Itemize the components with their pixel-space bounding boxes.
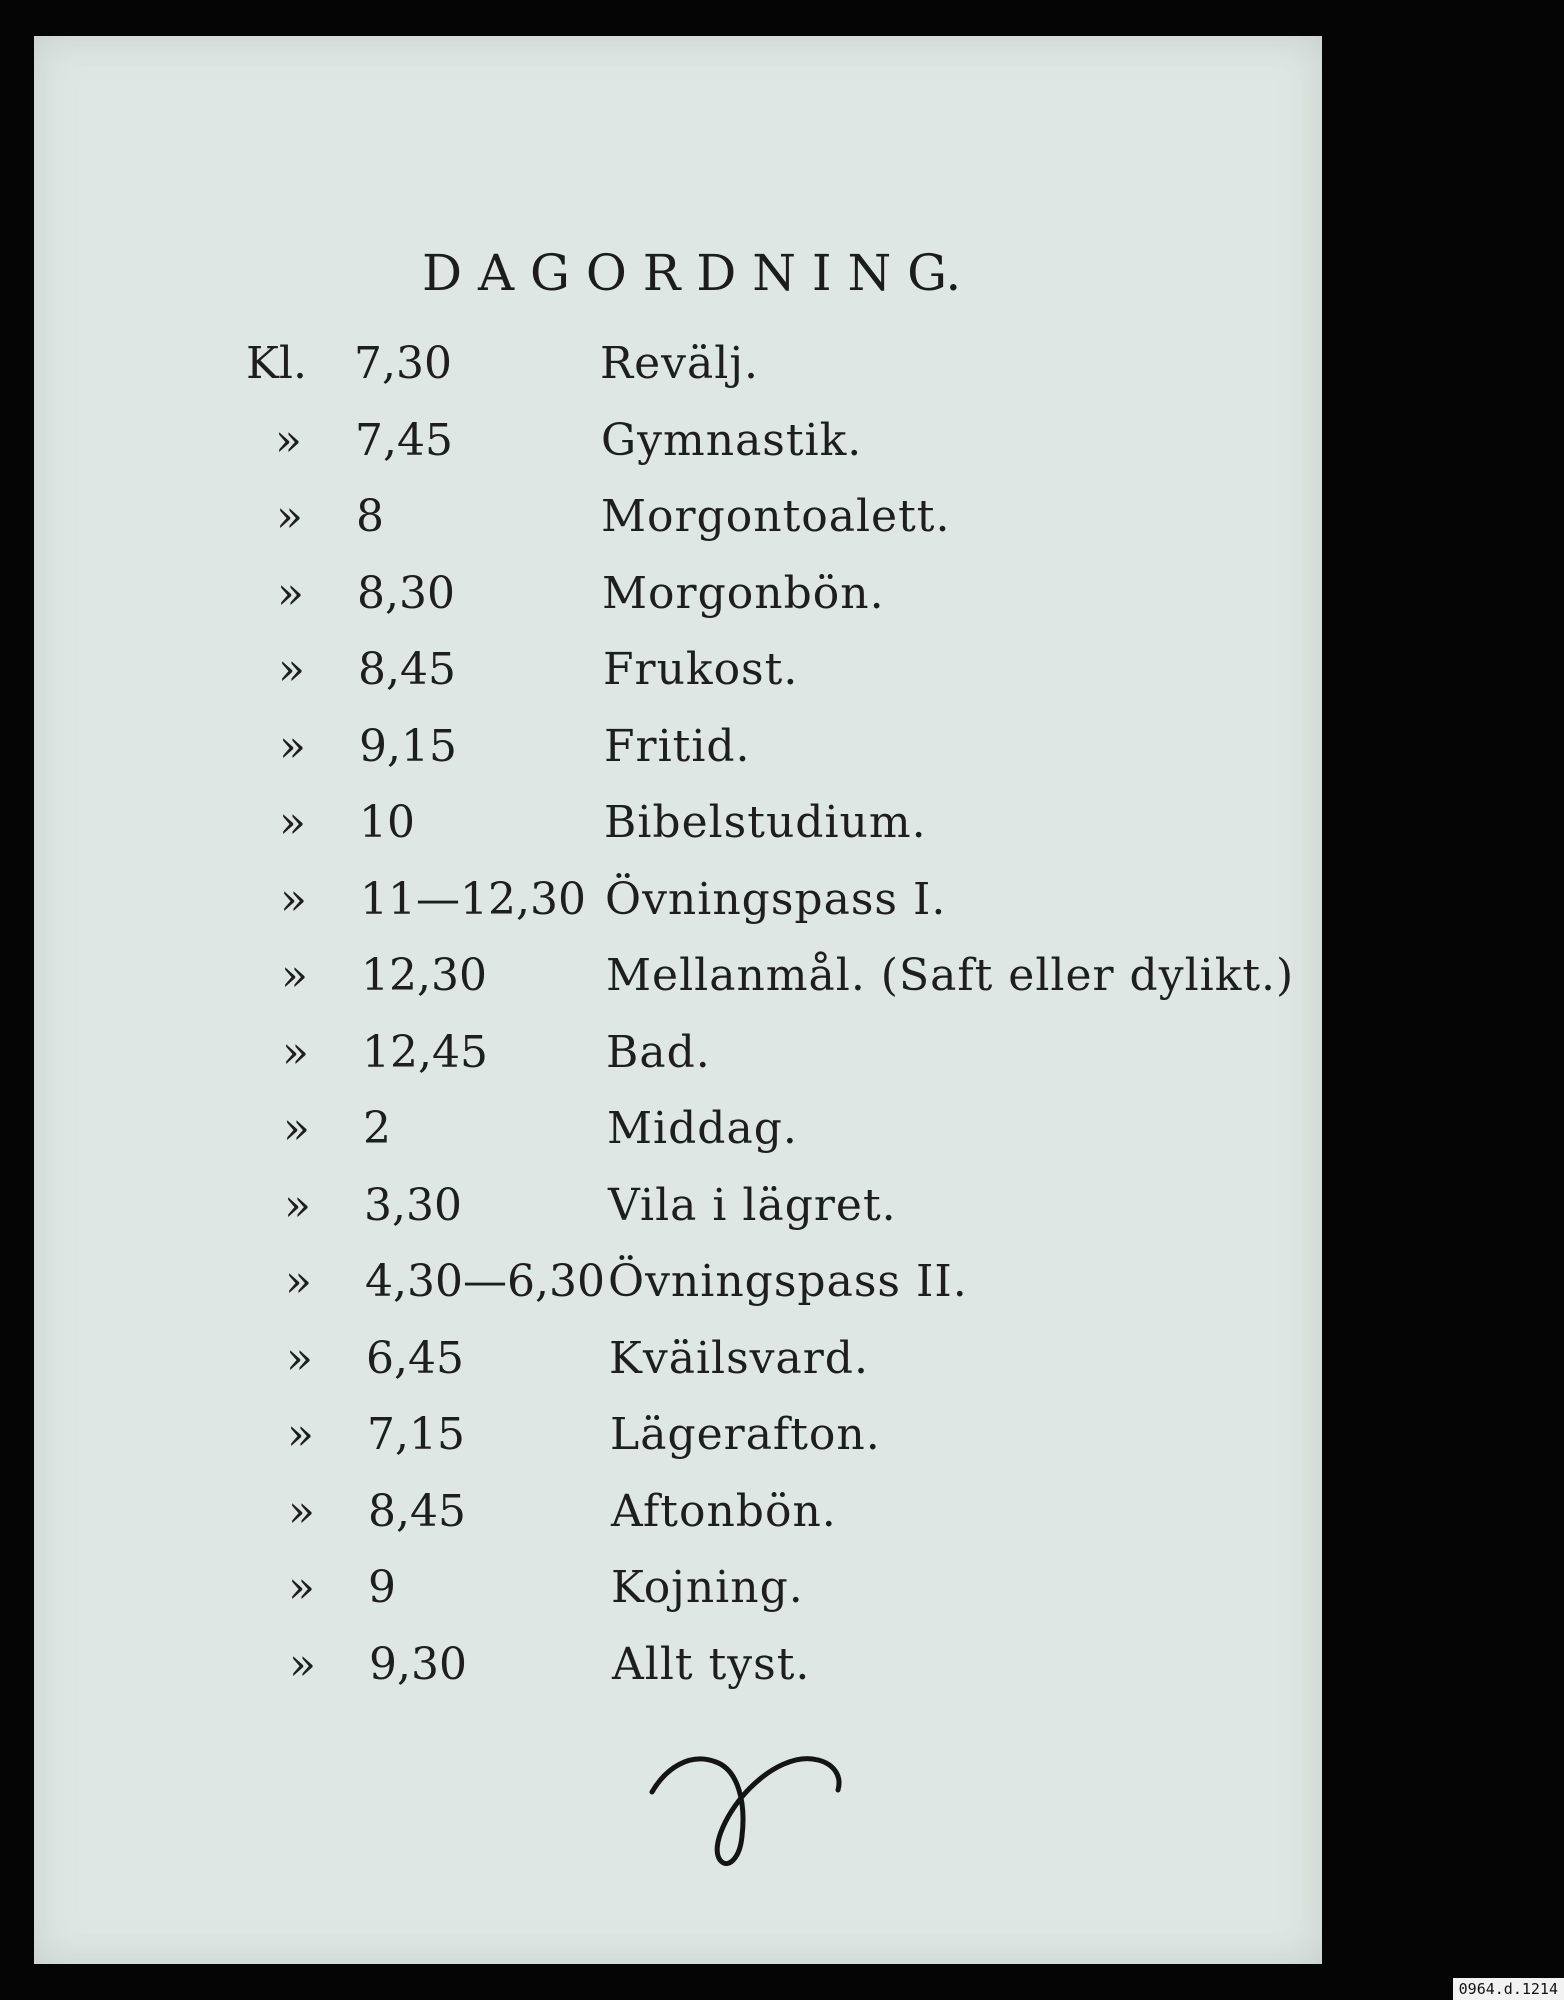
schedule-activity: Frukost. bbox=[603, 644, 799, 695]
schedule-prefix: » bbox=[289, 1638, 316, 1690]
schedule-prefix: » bbox=[275, 414, 302, 466]
schedule-prefix: » bbox=[277, 567, 304, 619]
schedule-activity: Bad. bbox=[606, 1026, 711, 1078]
schedule-time: 9,15 bbox=[359, 720, 457, 772]
schedule-activity: Fritid. bbox=[604, 720, 751, 772]
schedule-time: 9,30 bbox=[369, 1638, 467, 1690]
schedule-time: 6,45 bbox=[366, 1332, 464, 1384]
schedule-time: 7,30 bbox=[354, 338, 452, 389]
schedule-prefix: » bbox=[282, 1026, 309, 1078]
schedule-prefix: » bbox=[283, 1103, 310, 1154]
schedule-time: 8 bbox=[356, 491, 384, 542]
schedule-prefix: » bbox=[288, 1485, 315, 1537]
schedule-activity: Revälj. bbox=[600, 338, 759, 389]
schedule-activity: Aftonbön. bbox=[611, 1485, 837, 1537]
schedule-time: 7,45 bbox=[355, 414, 453, 466]
schedule-prefix: Kl. bbox=[246, 338, 307, 389]
schedule-activity: Allt tyst. bbox=[612, 1638, 811, 1690]
schedule-activity: Morgontoalett. bbox=[601, 491, 951, 542]
schedule-prefix: » bbox=[288, 1562, 315, 1613]
schedule-time: 9 bbox=[368, 1562, 396, 1613]
schedule-activity: Morgonbön. bbox=[602, 567, 885, 619]
catalog-number: 0964.d.1214 bbox=[1453, 1978, 1564, 2000]
schedule-time: 12,30 bbox=[361, 950, 487, 1001]
scroll-flourish-icon bbox=[646, 1740, 846, 1880]
schedule-prefix: » bbox=[279, 797, 306, 848]
schedule-time: 10 bbox=[359, 797, 415, 848]
schedule-activity: Gymnastik. bbox=[601, 414, 863, 466]
schedule-time: 3,30 bbox=[364, 1179, 462, 1231]
schedule-prefix: » bbox=[281, 950, 308, 1001]
schedule-activity: Mellanmål. (Saft eller dylikt.) bbox=[606, 950, 1295, 1001]
schedule-time: 8,45 bbox=[358, 644, 456, 695]
schedule-prefix: » bbox=[284, 1179, 311, 1231]
document-slide bbox=[34, 36, 1322, 1964]
schedule-time: 7,15 bbox=[367, 1409, 465, 1460]
page-title: D A G O R D N I N G. bbox=[422, 244, 962, 302]
schedule-prefix: » bbox=[285, 1256, 312, 1307]
schedule-time: 12,45 bbox=[362, 1026, 488, 1078]
schedule-time: 2 bbox=[363, 1103, 391, 1154]
schedule-activity: Bibelstudium. bbox=[604, 797, 927, 848]
schedule-time: 11—12,30 bbox=[360, 873, 586, 925]
schedule-activity: Kojning. bbox=[611, 1562, 804, 1613]
schedule-prefix: » bbox=[287, 1409, 314, 1460]
schedule-time: 8,45 bbox=[368, 1485, 466, 1537]
schedule-activity: Vila i lägret. bbox=[608, 1179, 897, 1231]
schedule-prefix: » bbox=[280, 873, 307, 925]
schedule-prefix: » bbox=[278, 644, 305, 695]
schedule-activity: Övningspass II. bbox=[608, 1256, 968, 1307]
schedule-activity: Övningspass I. bbox=[605, 873, 947, 925]
schedule-activity: Kväilsvard. bbox=[609, 1332, 869, 1384]
schedule-time: 4,30—6,30 bbox=[365, 1256, 605, 1307]
schedule-prefix: » bbox=[286, 1332, 313, 1384]
schedule-prefix: » bbox=[279, 720, 306, 772]
schedule-prefix: » bbox=[276, 491, 303, 542]
schedule-time: 8,30 bbox=[357, 567, 455, 619]
schedule-activity: Middag. bbox=[607, 1103, 798, 1154]
schedule-activity: Lägerafton. bbox=[610, 1409, 881, 1460]
